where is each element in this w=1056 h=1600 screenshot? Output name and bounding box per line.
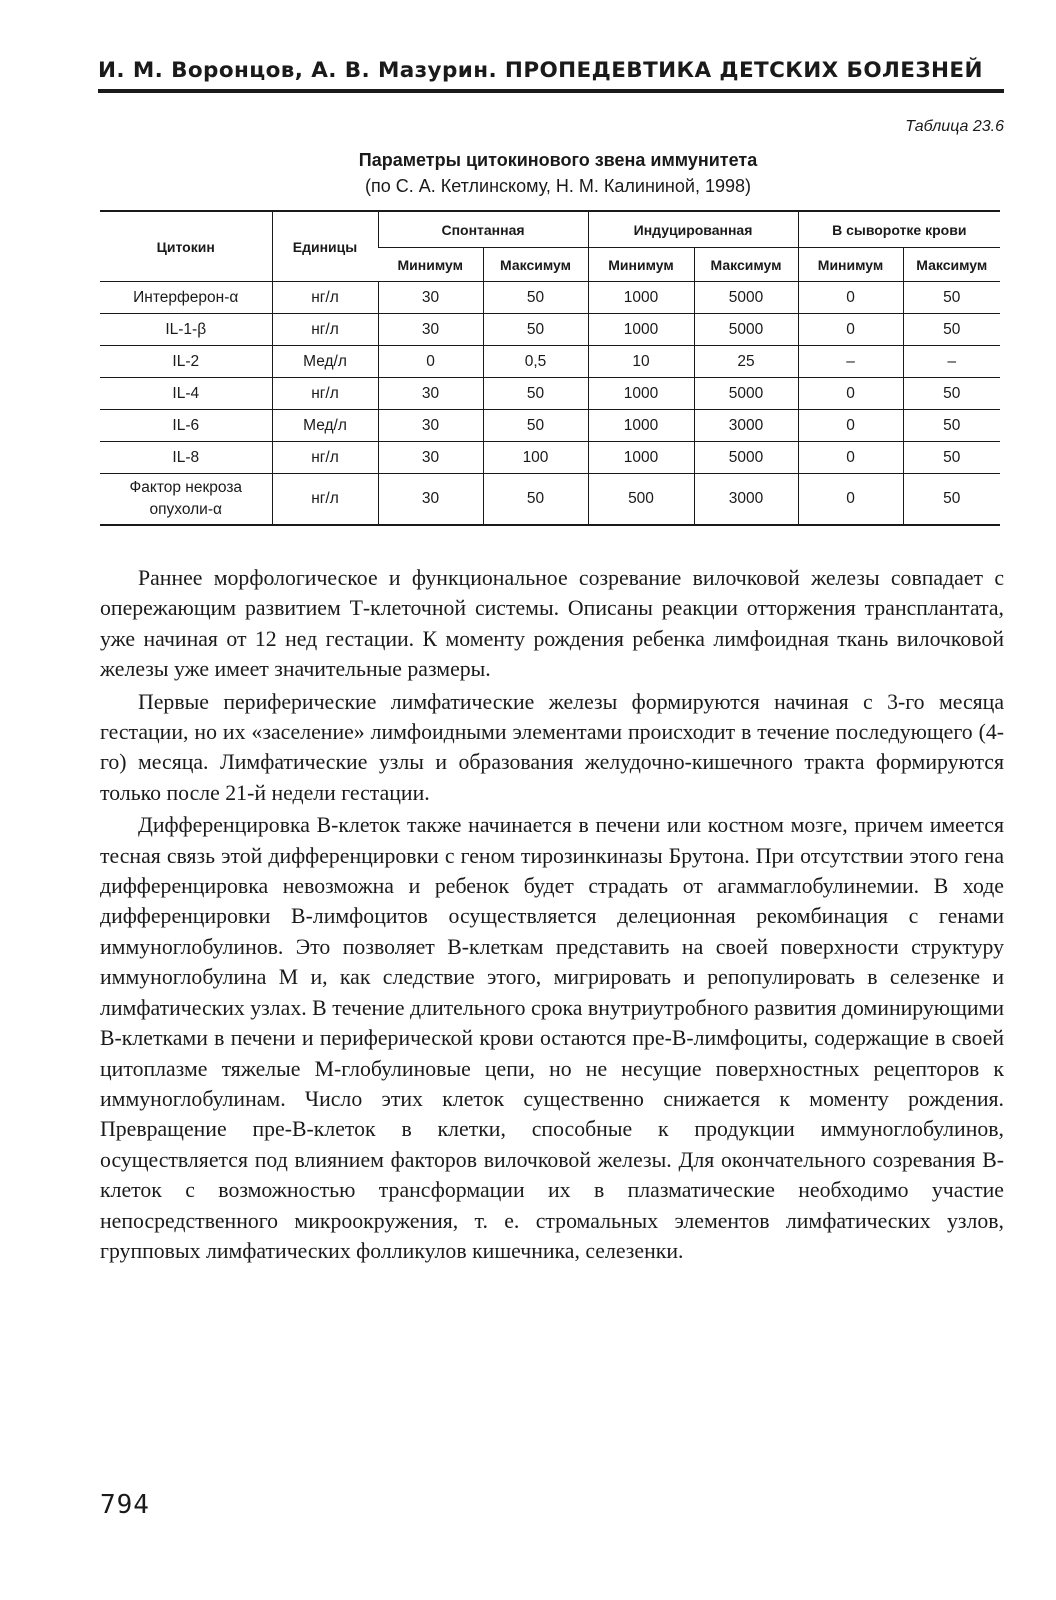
cell-unit: Мед/л xyxy=(272,346,378,378)
cytokine-table xyxy=(100,210,1000,526)
paragraph: Первые периферические лимфатические железы формируются начиная с 3-го месяца гестации, но их «заселение» лимфоидными элементами происходит в течение последующего (4-го) месяца. Лимфатические узлы и образования желудочно-кишечного тракта формируются только после 21-й недели гестации. xyxy=(100,689,1004,805)
cell-unit: нг/л xyxy=(272,282,378,314)
cell-cytokine: IL-1-β xyxy=(100,314,272,346)
cell-value: 0 xyxy=(798,282,903,314)
table-row xyxy=(100,442,1000,474)
cell-value: 0 xyxy=(798,474,903,526)
cell-value: 1000 xyxy=(588,378,694,410)
cell-value: 50 xyxy=(483,378,588,410)
table-caption xyxy=(100,147,1016,199)
table-row xyxy=(100,282,1000,314)
running-head: И. М. Воронцов, А. В. Мазурин. ПРОПЕДЕВТИКА ДЕТСКИХ БОЛЕЗНЕЙ xyxy=(98,58,1004,93)
cell-value: 0 xyxy=(798,378,903,410)
cell-value: 50 xyxy=(903,410,1000,442)
paragraph: Раннее морфологическое и функциональное созревание вилочковой железы совпадает с опережающим развитием Т-клеточной системы. Описаны реакции отторжения трансплантата, уже начиная от 12 нед гестации. К моменту рождения ребенка лимфоидная ткань вилочковой железы уже имеет значительные размеры. xyxy=(100,566,1004,682)
cell-value: 50 xyxy=(483,314,588,346)
cell-value: 30 xyxy=(378,378,483,410)
cell-cytokine-line: опухоли-α xyxy=(149,501,222,518)
cell-value: 1000 xyxy=(588,410,694,442)
cell-cytokine: IL-4 xyxy=(100,378,272,410)
table-row xyxy=(100,314,1000,346)
cell-cytokine: IL-6 xyxy=(100,410,272,442)
cell-cytokine xyxy=(100,474,272,526)
header-max: Максимум xyxy=(694,248,798,282)
cell-cytokine: IL-8 xyxy=(100,442,272,474)
cell-unit: нг/л xyxy=(272,314,378,346)
header-min: Минимум xyxy=(378,248,483,282)
cell-value: 50 xyxy=(903,378,1000,410)
header-max: Максимум xyxy=(903,248,1000,282)
cell-cytokine-line: Фактор некроза xyxy=(129,479,243,496)
cell-value: – xyxy=(798,346,903,378)
cell-value: 1000 xyxy=(588,314,694,346)
cell-value: 5000 xyxy=(694,314,798,346)
cell-cytokine: IL-2 xyxy=(100,346,272,378)
table-title: Параметры цитокинового звена иммунитета xyxy=(358,150,758,170)
cell-value: 0 xyxy=(798,442,903,474)
cell-value: 0 xyxy=(798,314,903,346)
header-spontaneous: Спонтанная xyxy=(378,211,588,248)
table-subtitle: (по С. А. Кетлинскому, Н. М. Калининой, 1998) xyxy=(365,176,751,196)
cell-value: 30 xyxy=(378,474,483,526)
cell-value: 30 xyxy=(378,442,483,474)
header-induced: Индуцированная xyxy=(588,211,798,248)
cell-unit: Мед/л xyxy=(272,410,378,442)
header-cytokine: Цитокин xyxy=(100,211,272,282)
cell-value: 25 xyxy=(694,346,798,378)
page-number: 794 xyxy=(100,1490,150,1520)
header-units: Единицы xyxy=(272,211,378,282)
cell-value: 50 xyxy=(903,314,1000,346)
cell-value: 0 xyxy=(798,410,903,442)
table-row xyxy=(100,346,1000,378)
header-min: Минимум xyxy=(588,248,694,282)
cell-value: 50 xyxy=(903,442,1000,474)
table-row xyxy=(100,474,1000,526)
cell-value: 3000 xyxy=(694,474,798,526)
cell-value: 30 xyxy=(378,282,483,314)
cell-value: 100 xyxy=(483,442,588,474)
cell-value: 3000 xyxy=(694,410,798,442)
cell-value: 1000 xyxy=(588,442,694,474)
cell-value: 50 xyxy=(903,474,1000,526)
header-min: Минимум xyxy=(798,248,903,282)
cell-unit: нг/л xyxy=(272,378,378,410)
cell-value: 500 xyxy=(588,474,694,526)
cell-cytokine: Интерферон-α xyxy=(100,282,272,314)
cell-value: – xyxy=(903,346,1000,378)
table-number: Таблица 23.6 xyxy=(905,118,1004,135)
cell-value: 5000 xyxy=(694,282,798,314)
cell-unit: нг/л xyxy=(272,474,378,526)
header-serum: В сыворотке крови xyxy=(798,211,1000,248)
table-row xyxy=(100,378,1000,410)
paragraph: Дифференцировка В-клеток также начинается в печени или костном мозге, причем имеется тесная связь этой дифференцировки с геном тирозинкиназы Брутона. При отсутствии этого гена дифференцировка невозможна и ребенок будет страдать от агаммаглобулинемии. В ходе дифференцировки В-лимфоцитов осуществляется делеционная рекомбинация с генами иммуноглобулинов. Это позволяет В-клеткам представить на своей поверхности структуру иммуноглобулина М и, как следствие этого, мигрировать и репопулировать в селезенке и лимфатических узлах. В течение длительного срока внутриутробного развития доминирующими В-клетками в печени и периферической крови остаются пре-В-лимфоциты, содержащие в своей цитоплазме тяжелые М-глобулиновые цепи, но не несущие поверхностных рецепторов к иммуноглобулинам. Число этих клеток существенно снижается к моменту рождения. Превращение пре-В-клеток в клетки, способные к продукции иммуноглобулинов, осуществляется под влиянием факторов вилочковой железы. Для окончательного созревания В-клеток с возможностью трансформации их в плазматические необходимо участие непосредственного микроокружения, т. е. стромальных элементов лимфатических узлов, групповых лимфатических фолликулов кишечника, селезенки. xyxy=(100,813,1004,1263)
cell-value: 1000 xyxy=(588,282,694,314)
table-row xyxy=(100,410,1000,442)
cell-value: 0,5 xyxy=(483,346,588,378)
cell-value: 30 xyxy=(378,314,483,346)
header-max: Максимум xyxy=(483,248,588,282)
body-text xyxy=(100,563,1004,1268)
cell-value: 5000 xyxy=(694,442,798,474)
cell-value: 5000 xyxy=(694,378,798,410)
cell-value: 10 xyxy=(588,346,694,378)
cell-unit: нг/л xyxy=(272,442,378,474)
cell-value: 30 xyxy=(378,410,483,442)
cell-value: 50 xyxy=(483,474,588,526)
cell-value: 50 xyxy=(483,282,588,314)
cell-value: 50 xyxy=(903,282,1000,314)
cell-value: 0 xyxy=(378,346,483,378)
cell-value: 50 xyxy=(483,410,588,442)
